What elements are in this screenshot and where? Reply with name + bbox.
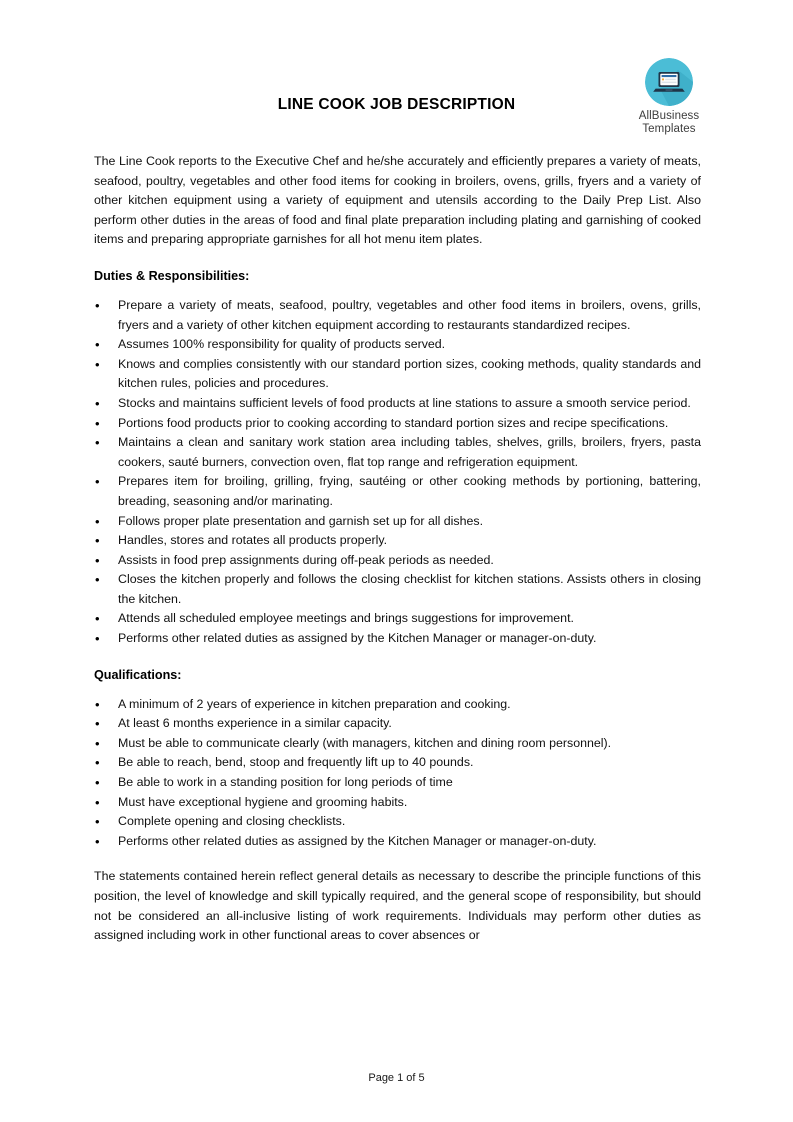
bullet-icon: • xyxy=(95,474,100,490)
list-item-text: Prepare a variety of meats, seafood, poultry, vegetables and other food items in broilers, ovens, grills, fryers and a variety of other kitchen equipment according to restaurants standardized recipes. xyxy=(118,297,701,332)
list-item-text: Must be able to communicate clearly (with managers, kitchen and dining room personnel). xyxy=(118,735,612,750)
bullet-icon: • xyxy=(95,415,100,431)
document-body xyxy=(94,152,701,946)
list-item-text: At least 6 months experience in a similar capacity. xyxy=(118,716,392,731)
list-item xyxy=(94,335,701,355)
list-item xyxy=(94,629,701,649)
list-item xyxy=(94,773,701,793)
list-item-text: Performs other related duties as assigned by the Kitchen Manager or manager-on-duty. xyxy=(118,631,597,646)
bullet-icon: • xyxy=(95,696,100,712)
bullet-icon: • xyxy=(95,435,100,451)
list-item xyxy=(94,570,701,609)
list-item-text: Handles, stores and rotates all products properly. xyxy=(118,533,388,548)
list-item xyxy=(94,296,701,335)
bullet-icon: • xyxy=(95,513,100,529)
list-item xyxy=(94,734,701,754)
bullet-icon: • xyxy=(95,337,100,353)
list-item xyxy=(94,472,701,511)
bullet-icon: • xyxy=(95,395,100,411)
bullet-icon: • xyxy=(95,631,100,647)
list-item xyxy=(94,793,701,813)
list-item-text: Prepares item for broiling, grilling, frying, sautéing or other cooking methods by portioning, battering, breading, seasoning and/or marinating. xyxy=(118,474,701,508)
qualifications-heading: Qualifications: xyxy=(94,667,182,682)
list-item xyxy=(94,355,701,394)
brand-name-line1: AllBusiness xyxy=(638,110,700,122)
list-item xyxy=(94,812,701,832)
list-item xyxy=(94,512,701,532)
section-spacer xyxy=(94,851,701,867)
list-item-text: A minimum of 2 years of experience in kitchen preparation and cooking. xyxy=(118,696,511,711)
list-item-text: Attends all scheduled employee meetings and brings suggestions for improvement. xyxy=(118,611,574,626)
list-item-text: Complete opening and closing checklists. xyxy=(118,814,346,829)
bullet-icon: • xyxy=(95,572,100,588)
list-item-text: Be able to reach, bend, stoop and frequently lift up to 40 pounds. xyxy=(118,755,474,770)
bullet-icon: • xyxy=(95,356,100,372)
list-item xyxy=(94,394,701,414)
bullet-icon: • xyxy=(95,716,100,732)
qualifications-list xyxy=(94,695,701,852)
page-footer: Page 1 of 5 xyxy=(368,1072,425,1084)
bullet-icon: • xyxy=(95,775,100,791)
list-item-text: Portions food products prior to cooking according to standard portion sizes and recipe specifications. xyxy=(118,415,669,430)
bullet-icon: • xyxy=(95,611,100,627)
bullet-icon: • xyxy=(95,755,100,771)
list-item xyxy=(94,714,701,734)
brand-name-line2: Templates xyxy=(642,123,696,135)
list-item-text: Knows and complies consistently with our standard portion sizes, cooking methods, quality standards and kitchen rules, policies and procedures. xyxy=(118,356,701,391)
list-item-text: Follows proper plate presentation and garnish set up for all dishes. xyxy=(118,513,484,528)
duties-list xyxy=(94,296,701,649)
list-item xyxy=(94,531,701,551)
list-item-text: Must have exceptional hygiene and grooming habits. xyxy=(118,794,408,809)
list-item-text: Assumes 100% responsibility for quality of products served. xyxy=(118,337,446,352)
bullet-icon: • xyxy=(95,735,100,751)
list-item xyxy=(94,695,701,715)
intro-paragraph: The Line Cook reports to the Executive Chef and he/she accurately and efficiently prepares a variety of meats, seafood, poultry, vegetables and other food items for cooking in broilers, ovens, grills, fryers and a variety of other kitchen equipment using a variety of equipment and utensils according to the Daily Prep List. Also perform other duties in the areas of food and final plate preparation including plating and garnishing of cooked items and preparing appropriate garnishes for all hot menu item plates. xyxy=(94,154,701,247)
list-item xyxy=(94,753,701,773)
list-item xyxy=(94,832,701,852)
list-item-text: Assists in food prep assignments during off-peak periods as needed. xyxy=(118,552,494,567)
bullet-icon: • xyxy=(95,794,100,810)
duties-heading: Duties & Responsibilities: xyxy=(94,268,250,283)
list-item-text: Performs other related duties as assigned by the Kitchen Manager or manager-on-duty. xyxy=(118,833,597,848)
bullet-icon: • xyxy=(95,533,100,549)
list-item xyxy=(94,551,701,571)
list-item-text: Stocks and maintains sufficient levels of food products at line stations to assure a smooth service period. xyxy=(118,395,691,410)
list-item xyxy=(94,609,701,629)
list-item xyxy=(94,433,701,472)
list-item-text: Closes the kitchen properly and follows the closing checklist for kitchen stations. Assists others in closing the kitchen. xyxy=(118,572,701,606)
bullet-icon: • xyxy=(95,833,100,849)
bullet-icon: • xyxy=(95,297,100,313)
bullet-icon: • xyxy=(95,814,100,830)
page-title: LINE COOK JOB DESCRIPTION xyxy=(277,96,516,113)
closing-paragraph: The statements contained herein reflect general details as necessary to describe the principle functions of this position, the level of knowledge and skill typically required, and the general scope of responsibility, but should not be considered an all-inclusive listing of work requirements. Individuals may perform other duties as assigned including work in other functional areas to cover absences or xyxy=(94,869,701,943)
list-item xyxy=(94,414,701,434)
list-item-text: Maintains a clean and sanitary work station area including tables, shelves, grills, broilers, fryers, pasta cookers, sauté burners, convection oven, flat top range and refrigeration equipment. xyxy=(118,435,701,469)
bullet-icon: • xyxy=(95,552,100,568)
list-item-text: Be able to work in a standing position for long periods of time xyxy=(118,775,453,790)
